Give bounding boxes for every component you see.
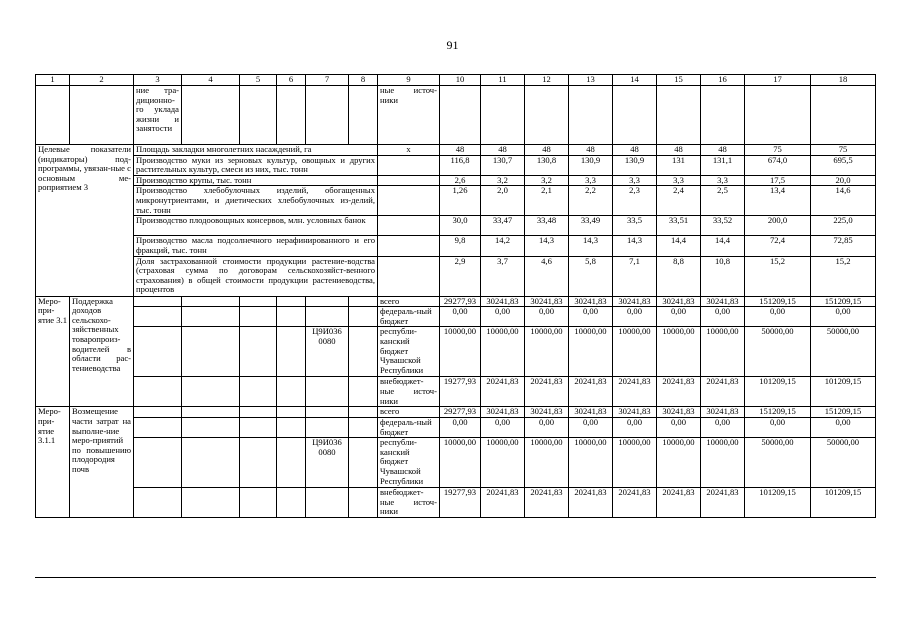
- indicator-value: 14,2: [481, 236, 525, 256]
- funding-value: 0,00: [701, 417, 745, 437]
- indicator-value: 1,26: [440, 186, 481, 216]
- indicator-value: 131: [657, 155, 701, 175]
- column-number: 17: [745, 75, 811, 86]
- indicator-name: Производство хлебобулочных изделий, обогащенных микронутриентами, и диетических хлебобулочных из-делий, тыс. тонн: [134, 186, 378, 216]
- funding-value: 50000,00: [745, 438, 811, 488]
- measure-number: Меро-при-ятие 3.1.1: [36, 407, 70, 518]
- indicator-value: 7,1: [613, 256, 657, 296]
- funding-value: 30241,83: [613, 407, 657, 418]
- funding-value: 30241,83: [701, 296, 745, 307]
- funding-value: 20241,83: [613, 377, 657, 407]
- funding-value: 0,00: [745, 417, 811, 437]
- table-row: [36, 216, 876, 236]
- column-number: 5: [240, 75, 277, 86]
- table-row: [36, 155, 876, 175]
- funding-value: 29277,93: [440, 407, 481, 418]
- column-number: 1: [36, 75, 70, 86]
- indicator-value: 33,52: [701, 216, 745, 236]
- funding-value: 151209,15: [745, 407, 811, 418]
- indicator-value: 2,9: [440, 256, 481, 296]
- funding-value: 30241,83: [481, 296, 525, 307]
- funding-value: 0,00: [745, 307, 811, 327]
- table-row: [36, 488, 876, 518]
- indicator-value: 3,2: [525, 175, 569, 186]
- table-row: [36, 307, 876, 327]
- indicator-value: 225,0: [811, 216, 876, 236]
- funding-value: 0,00: [440, 307, 481, 327]
- funding-value: 0,00: [657, 307, 701, 327]
- indicator-value: 20,0: [811, 175, 876, 186]
- funding-value: 20241,83: [525, 377, 569, 407]
- indicator-value: 130,8: [525, 155, 569, 175]
- column-number: 16: [701, 75, 745, 86]
- funding-value: 50000,00: [811, 438, 876, 488]
- indicator-value: 14,3: [569, 236, 613, 256]
- indicator-value: 5,8: [569, 256, 613, 296]
- indicator-value: 131,1: [701, 155, 745, 175]
- funding-source: внебюджет-ные источ-ники: [378, 377, 440, 407]
- funding-value: 0,00: [811, 307, 876, 327]
- indicator-name: Производство крупы, тыс. тонн: [134, 175, 378, 186]
- funding-value: 10000,00: [481, 438, 525, 488]
- funding-value: 10000,00: [657, 438, 701, 488]
- column-number: 10: [440, 75, 481, 86]
- indicator-col9: [378, 186, 440, 216]
- funding-value: 20241,83: [657, 377, 701, 407]
- funding-value: 20241,83: [525, 488, 569, 518]
- funding-source: республи-канский бюджет Чувашской Республики: [378, 327, 440, 377]
- page-number: 91: [446, 38, 459, 52]
- funding-value: 30241,83: [657, 296, 701, 307]
- funding-value: 10000,00: [525, 327, 569, 377]
- indicator-value: 9,8: [440, 236, 481, 256]
- column-number: 6: [277, 75, 306, 86]
- indicator-value: 2,3: [613, 186, 657, 216]
- indicator-value: 3,2: [481, 175, 525, 186]
- table-row: [36, 417, 876, 437]
- indicator-name: Производство муки из зерновых культур, овощных и других растительных культур, смеси из них, тыс. тонн: [134, 155, 378, 175]
- indicator-value: 674,0: [745, 155, 811, 175]
- column-number: 9: [378, 75, 440, 86]
- indicator-col9: [378, 216, 440, 236]
- column-number: 11: [481, 75, 525, 86]
- column-number: 18: [811, 75, 876, 86]
- funding-value: 20241,83: [481, 488, 525, 518]
- funding-source: федераль-ный бюджет: [378, 417, 440, 437]
- funding-value: 0,00: [481, 307, 525, 327]
- indicator-value: 48: [569, 145, 613, 156]
- indicator-value: 3,3: [569, 175, 613, 186]
- table-row: [36, 186, 876, 216]
- column-number: 4: [182, 75, 240, 86]
- column-number: 7: [306, 75, 349, 86]
- funding-value: 0,00: [811, 417, 876, 437]
- program-table: [35, 74, 876, 518]
- funding-value: 10000,00: [657, 327, 701, 377]
- funding-source: внебюджет-ные источ-ники: [378, 488, 440, 518]
- funding-value: 151209,15: [745, 296, 811, 307]
- measure-title: Возмещение части затрат на выполне-ние меро-приятий по повышению плодородия почв: [70, 407, 134, 518]
- funding-value: 10000,00: [569, 327, 613, 377]
- funding-source: республи-канский бюджет Чувашской Республики: [378, 438, 440, 488]
- funding-value: 0,00: [613, 417, 657, 437]
- indicator-col9: [378, 175, 440, 186]
- funding-source: всего: [378, 296, 440, 307]
- funding-value: 19277,93: [440, 377, 481, 407]
- funding-value: 10000,00: [525, 438, 569, 488]
- funding-value: 10000,00: [701, 438, 745, 488]
- targets-label: Целевые показатели (индикаторы) под-программы, увязан-ные с основным ме-роприятием 3: [36, 145, 134, 297]
- funding-value: 10000,00: [440, 438, 481, 488]
- funding-value: 50000,00: [811, 327, 876, 377]
- indicator-value: 48: [525, 145, 569, 156]
- table-row: [36, 256, 876, 296]
- indicator-value: 3,3: [613, 175, 657, 186]
- indicator-name: Производство плодоовощных консервов, млн. условных банок: [134, 216, 378, 236]
- indicator-value: 75: [811, 145, 876, 156]
- funding-value: 0,00: [525, 307, 569, 327]
- funding-value: 30241,83: [481, 407, 525, 418]
- indicator-value: 15,2: [811, 256, 876, 296]
- funding-value: 101209,15: [811, 488, 876, 518]
- funding-value: 0,00: [569, 417, 613, 437]
- funding-value: 30241,83: [569, 407, 613, 418]
- funding-value: 0,00: [613, 307, 657, 327]
- funding-value: 0,00: [701, 307, 745, 327]
- funding-source: всего: [378, 407, 440, 418]
- funding-value: 10000,00: [701, 327, 745, 377]
- table-row: [36, 145, 876, 156]
- indicator-value: 30,0: [440, 216, 481, 236]
- funding-value: 20241,83: [569, 488, 613, 518]
- funding-value: 10000,00: [440, 327, 481, 377]
- indicator-value: 48: [613, 145, 657, 156]
- indicator-value: 48: [657, 145, 701, 156]
- funding-value: 50000,00: [745, 327, 811, 377]
- indicator-value: 2,0: [481, 186, 525, 216]
- indicator-col9: х: [378, 145, 440, 156]
- measure-title: Поддержка доходов сельскохо-зяйственных товаропроиз-водителей в области рас-тениеводства: [70, 296, 134, 407]
- funding-value: 151209,15: [811, 296, 876, 307]
- indicator-value: 8,8: [657, 256, 701, 296]
- indicator-value: 13,4: [745, 186, 811, 216]
- indicator-name: Площадь закладки многолетних насаждений, га: [134, 145, 378, 156]
- header-row: [36, 75, 876, 86]
- indicator-value: 48: [481, 145, 525, 156]
- column-number: 12: [525, 75, 569, 86]
- funding-value: 19277,93: [440, 488, 481, 518]
- indicator-value: 3,3: [657, 175, 701, 186]
- indicator-value: 695,5: [811, 155, 876, 175]
- indicator-value: 17,5: [745, 175, 811, 186]
- funding-value: 20241,83: [657, 488, 701, 518]
- table-row: [36, 236, 876, 256]
- indicator-value: 14,3: [525, 236, 569, 256]
- funding-value: 20241,83: [613, 488, 657, 518]
- table-row: [36, 296, 876, 307]
- funding-value: 0,00: [525, 417, 569, 437]
- indicator-col9: [378, 236, 440, 256]
- funding-value: 30241,83: [613, 296, 657, 307]
- funding-value: 20241,83: [701, 488, 745, 518]
- indicator-value: 2,6: [440, 175, 481, 186]
- indicator-value: 48: [440, 145, 481, 156]
- funding-value: 30241,83: [525, 296, 569, 307]
- indicator-value: 72,4: [745, 236, 811, 256]
- indicator-value: 75: [745, 145, 811, 156]
- cell-text: ные источ-ники: [378, 86, 440, 145]
- column-number: 14: [613, 75, 657, 86]
- table-row: [36, 438, 876, 488]
- cell-text: ние тра-диционно-го уклада жизни и занятости: [134, 86, 182, 145]
- funding-value: 20241,83: [701, 377, 745, 407]
- indicator-value: 4,6: [525, 256, 569, 296]
- indicator-value: 48: [701, 145, 745, 156]
- measure-number: Меро-при-ятие 3.1: [36, 296, 70, 407]
- indicator-value: 130,9: [613, 155, 657, 175]
- column-number: 8: [349, 75, 378, 86]
- funding-value: 10000,00: [481, 327, 525, 377]
- budget-code: Ц9И036 0080: [306, 327, 349, 377]
- funding-value: 30241,83: [657, 407, 701, 418]
- funding-value: 29277,93: [440, 296, 481, 307]
- funding-value: 0,00: [657, 417, 701, 437]
- funding-value: 0,00: [440, 417, 481, 437]
- funding-value: 101209,15: [745, 377, 811, 407]
- funding-value: 151209,15: [811, 407, 876, 418]
- indicator-value: 3,3: [701, 175, 745, 186]
- funding-value: 30241,83: [701, 407, 745, 418]
- indicator-value: 10,8: [701, 256, 745, 296]
- column-number: 2: [70, 75, 134, 86]
- bottom-rule: [35, 577, 876, 578]
- funding-value: 10000,00: [569, 438, 613, 488]
- column-number: 13: [569, 75, 613, 86]
- funding-value: 10000,00: [613, 438, 657, 488]
- indicator-value: 2,4: [657, 186, 701, 216]
- indicator-value: 14,4: [657, 236, 701, 256]
- funding-source: федераль-ный бюджет: [378, 307, 440, 327]
- funding-value: 30241,83: [525, 407, 569, 418]
- indicator-value: 33,48: [525, 216, 569, 236]
- table-row: [36, 377, 876, 407]
- indicator-col9: [378, 256, 440, 296]
- indicator-value: 2,1: [525, 186, 569, 216]
- indicator-value: 33,47: [481, 216, 525, 236]
- funding-value: 101209,15: [745, 488, 811, 518]
- funding-value: 0,00: [569, 307, 613, 327]
- funding-value: 0,00: [481, 417, 525, 437]
- table-row: [36, 175, 876, 186]
- indicator-value: 33,51: [657, 216, 701, 236]
- indicator-value: 72,85: [811, 236, 876, 256]
- column-number: 3: [134, 75, 182, 86]
- column-number: 15: [657, 75, 701, 86]
- indicator-value: 200,0: [745, 216, 811, 236]
- table-row: [36, 327, 876, 377]
- budget-code: Ц9И036 0080: [306, 438, 349, 488]
- indicator-value: 33,5: [613, 216, 657, 236]
- indicator-value: 14,6: [811, 186, 876, 216]
- indicator-value: 14,3: [613, 236, 657, 256]
- funding-value: 101209,15: [811, 377, 876, 407]
- indicator-col9: [378, 155, 440, 175]
- table-row: [36, 407, 876, 418]
- indicator-value: 130,7: [481, 155, 525, 175]
- funding-value: 20241,83: [481, 377, 525, 407]
- table-row: [36, 86, 876, 145]
- indicator-value: 14,4: [701, 236, 745, 256]
- indicator-value: 33,49: [569, 216, 613, 236]
- funding-value: 20241,83: [569, 377, 613, 407]
- indicator-value: 3,7: [481, 256, 525, 296]
- funding-value: 30241,83: [569, 296, 613, 307]
- indicator-value: 15,2: [745, 256, 811, 296]
- indicator-name: Производство масла подсолнечного нерафинированного и его фракций, тыс. тонн: [134, 236, 378, 256]
- indicator-name: Доля застрахованной стоимости продукции растение-водства (страховая сумма по договорам сельскохозяйст-венного страхования) в общей стоимости продукции растениеводства, процентов: [134, 256, 378, 296]
- indicator-value: 2,2: [569, 186, 613, 216]
- indicator-value: 116,8: [440, 155, 481, 175]
- indicator-value: 130,9: [569, 155, 613, 175]
- funding-value: 10000,00: [613, 327, 657, 377]
- indicator-value: 2,5: [701, 186, 745, 216]
